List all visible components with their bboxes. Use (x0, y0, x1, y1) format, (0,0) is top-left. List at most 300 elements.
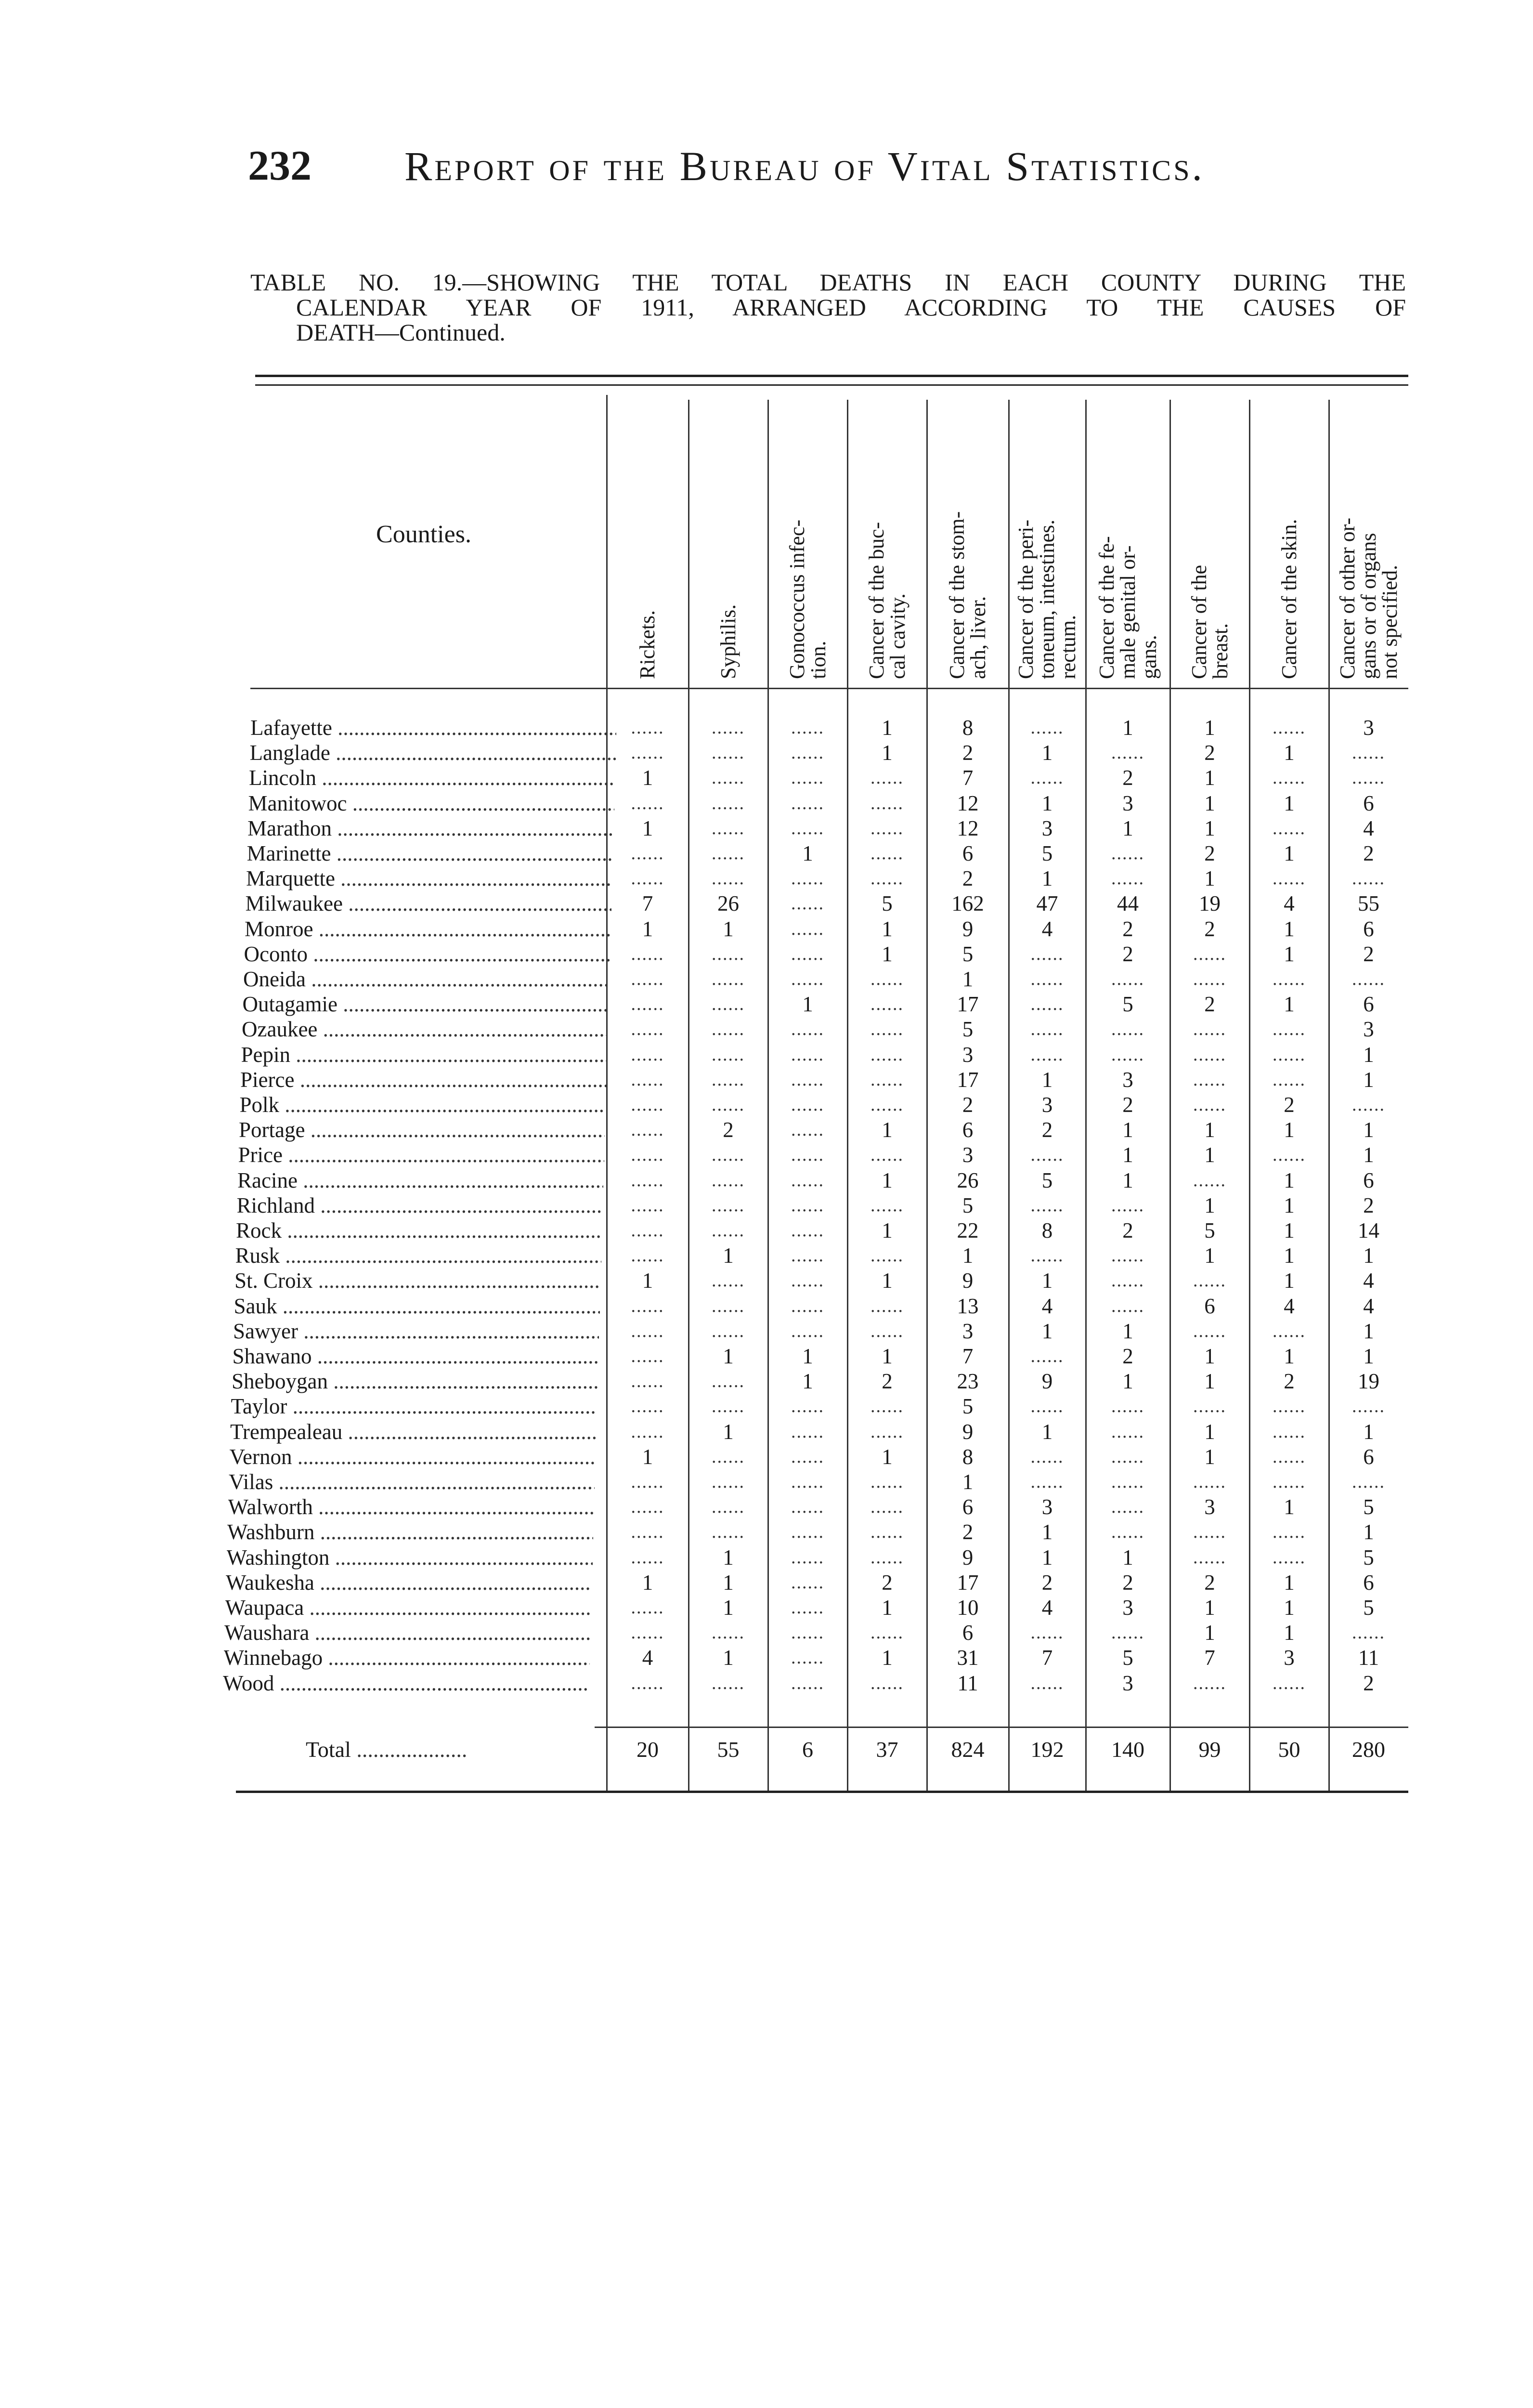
table-cell: ...... (791, 918, 824, 939)
table-row (0, 1620, 1533, 1645)
table-cell: 9 (1041, 1369, 1053, 1394)
table-cell: 1 (882, 741, 893, 765)
table-row (0, 891, 1533, 916)
column-header: Cancer of the stom- ach, liver. (945, 511, 990, 679)
table-cell: ...... (1352, 1396, 1385, 1417)
table-cell: 1 (1284, 1596, 1295, 1620)
table-cell: ...... (870, 1195, 904, 1216)
table-cell: ...... (1352, 768, 1385, 788)
table-cell: ...... (1352, 1623, 1385, 1643)
total-cell: 99 (1198, 1737, 1221, 1762)
table-cell: ...... (1030, 718, 1064, 738)
table-cell: 1 (1284, 942, 1295, 966)
county-name: Washburn ..... (227, 1519, 593, 1544)
column-header: Gonococcus infec- tion. (785, 519, 830, 679)
table-cell: ...... (870, 1547, 904, 1568)
table-cell: 1 (962, 1243, 974, 1268)
table-cell: 1 (1284, 1495, 1295, 1519)
table-cell: ...... (1273, 1044, 1306, 1065)
table-cell: ...... (712, 1472, 745, 1492)
county-name: Waushara ..... (224, 1620, 590, 1645)
table-cell: ...... (712, 994, 745, 1015)
table-bottom-rule (236, 1791, 1408, 1793)
table-cell: 1 (1041, 866, 1053, 891)
table-row (0, 1193, 1533, 1218)
table-cell: 1 (1284, 1243, 1295, 1268)
table-cell: ...... (870, 1396, 904, 1417)
column-header: Cancer of the skin. (1277, 519, 1301, 679)
table-row (0, 740, 1533, 765)
table-row (0, 816, 1533, 841)
table-cell: ...... (1273, 1321, 1306, 1341)
county-name: Vilas ..... (229, 1469, 595, 1494)
table-cell: ...... (631, 1371, 664, 1392)
table-cell: 8 (1041, 1218, 1053, 1243)
county-name: Marathon ..... (247, 816, 613, 841)
table-cell: ...... (870, 1421, 904, 1442)
table-row (0, 841, 1533, 866)
table-row (0, 866, 1533, 891)
table-cell: 2 (1122, 942, 1133, 966)
report-title: Report of the Bureau of Vital Statistics. (404, 143, 1205, 189)
table-cell: 2 (1363, 1671, 1374, 1695)
county-name: Manitowoc ..... (248, 791, 614, 816)
table-cell: 1 (1284, 1344, 1295, 1368)
table-cell: ...... (1030, 1145, 1064, 1165)
table-cell: ...... (1111, 1019, 1144, 1040)
table-cell: 5 (962, 1193, 974, 1217)
table-cell: ...... (870, 793, 904, 813)
table-cell: ...... (1111, 969, 1144, 989)
total-cell: 824 (951, 1737, 985, 1762)
table-row (0, 1017, 1533, 1042)
table-cell: 3 (962, 1042, 974, 1067)
running-head (0, 137, 1533, 200)
caption-line-3: DEATH—Continued. (296, 319, 506, 346)
table-row (0, 1469, 1533, 1494)
table-cell: ...... (870, 1522, 904, 1543)
table-cell: ...... (712, 1673, 745, 1693)
table-cell: ...... (791, 1296, 824, 1316)
table-cell: ...... (1273, 1547, 1306, 1568)
table-cell: 2 (1284, 1369, 1295, 1394)
table-cell: ...... (1111, 1396, 1144, 1417)
county-name: Sheboygan ..... (232, 1369, 598, 1394)
table-cell: 19 (1199, 891, 1221, 916)
table-row (0, 916, 1533, 942)
table-cell: 3 (1363, 1017, 1374, 1042)
table-row (0, 967, 1533, 992)
table-cell: 5 (1363, 1545, 1374, 1570)
table-cell: 3 (1363, 716, 1374, 740)
table-row (0, 942, 1533, 967)
table-cell: ...... (1193, 1547, 1226, 1568)
table-cell: ...... (1273, 1069, 1306, 1090)
table-cell: ...... (631, 1497, 664, 1518)
table-cell: ...... (712, 1396, 745, 1417)
table-cell: ...... (870, 1472, 904, 1492)
table-cell: ...... (791, 818, 824, 838)
table-cell: ...... (1111, 868, 1144, 889)
table-cell: ...... (791, 793, 824, 813)
table-cell: ...... (712, 1019, 745, 1040)
county-name: Sawyer ..... (233, 1319, 599, 1344)
table-cell: 4 (1284, 891, 1295, 916)
table-cell: 1 (1204, 1596, 1215, 1620)
table-cell: 10 (957, 1596, 979, 1620)
table-cell: 2 (1122, 916, 1133, 941)
table-cell: ...... (1193, 1522, 1226, 1543)
table-row (0, 715, 1533, 740)
table-cell: ...... (1193, 943, 1226, 964)
table-cell: 11 (957, 1671, 978, 1695)
table-row (0, 1519, 1533, 1544)
table-cell: ...... (1030, 969, 1064, 989)
table-cell: 1 (1284, 1570, 1295, 1595)
county-name: Marinette ..... (247, 841, 613, 866)
table-row (0, 1671, 1533, 1696)
table-cell: ...... (1030, 768, 1064, 788)
table-cell: ...... (791, 893, 824, 914)
table-cell: ...... (1193, 1069, 1226, 1090)
table-cell: 9 (962, 1419, 974, 1444)
table-cell: ...... (870, 1019, 904, 1040)
table-cell: 1 (1204, 1419, 1215, 1444)
table-cell: 5 (1122, 1646, 1133, 1670)
table-row (0, 1243, 1533, 1268)
table-cell: 5 (1122, 992, 1133, 1017)
table-row (0, 1142, 1533, 1167)
table-cell: ...... (631, 1245, 664, 1266)
table-cell: 1 (1122, 1143, 1133, 1167)
table-row (0, 1394, 1533, 1419)
county-name: Monroe ..... (245, 916, 611, 942)
table-cell: ...... (631, 1095, 664, 1115)
table-cell: 5 (962, 942, 974, 966)
table-cell: ...... (1273, 1421, 1306, 1442)
table-cell: ...... (712, 1145, 745, 1165)
table-cell: 1 (882, 1218, 893, 1243)
table-cell: 1 (1041, 1545, 1053, 1570)
table-cell: 1 (882, 1118, 893, 1142)
table-cell: 1 (1363, 1344, 1374, 1368)
table-row (0, 1168, 1533, 1193)
table-cell: ...... (631, 1623, 664, 1643)
table-cell: 47 (1036, 891, 1058, 916)
table-cell: ...... (631, 1396, 664, 1417)
table-cell: 1 (723, 1570, 734, 1595)
table-cell: ...... (631, 1120, 664, 1140)
table-row (0, 1545, 1533, 1570)
table-cell: 1 (1284, 1193, 1295, 1217)
table-cell: 26 (957, 1168, 979, 1192)
table-cell: ...... (1352, 1095, 1385, 1115)
table-cell: 7 (962, 1344, 974, 1368)
table-cell: ...... (870, 843, 904, 864)
table-cell: 1 (1284, 841, 1295, 865)
table-cell: 31 (957, 1646, 979, 1670)
table-cell: 1 (882, 716, 893, 740)
table-cell: ...... (1030, 1019, 1064, 1040)
table-cell: 1 (642, 1444, 653, 1469)
table-cell: 1 (1363, 1319, 1374, 1343)
table-cell: ...... (870, 1673, 904, 1693)
table-cell: 2 (962, 1520, 974, 1544)
table-cell: ...... (1111, 1245, 1144, 1266)
county-name: Marquette ..... (246, 866, 612, 891)
table-cell: ...... (791, 1396, 824, 1417)
table-cell: 14 (1358, 1218, 1379, 1243)
table-cell: ...... (791, 943, 824, 964)
table-cell: 3 (1204, 1495, 1215, 1519)
county-name: Lafayette ..... (250, 715, 616, 740)
total-top-rule (595, 1727, 1408, 1728)
table-cell: ...... (791, 1044, 824, 1065)
table-cell: 2 (1204, 841, 1215, 865)
table-cell: 1 (1204, 1344, 1215, 1368)
table-cell: ...... (791, 743, 824, 763)
table-cell: 4 (1363, 1294, 1374, 1318)
table-row (0, 1268, 1533, 1293)
table-row (0, 765, 1533, 790)
table-cell: ...... (712, 1170, 745, 1191)
table-cell: ...... (1273, 969, 1306, 989)
table-cell: 3 (1122, 1067, 1133, 1092)
table-caption (250, 270, 1406, 345)
table-cell: ...... (791, 1446, 824, 1467)
table-cell: ...... (1111, 1497, 1144, 1518)
table-cell: 23 (957, 1369, 979, 1394)
table-cell: ...... (791, 1095, 824, 1115)
table-cell: ...... (791, 1120, 824, 1140)
table-cell: 4 (1363, 1269, 1374, 1293)
table-cell: 2 (1363, 841, 1374, 865)
county-name: Shawano ..... (233, 1344, 598, 1369)
table-cell: 1 (1363, 1419, 1374, 1444)
table-cell: ...... (791, 1673, 824, 1693)
table-cell: ...... (791, 1572, 824, 1593)
table-cell: 1 (1122, 1168, 1133, 1192)
table-cell: 2 (882, 1369, 893, 1394)
table-row (0, 1570, 1533, 1595)
table-cell: ...... (712, 1321, 745, 1341)
table-cell: 2 (882, 1570, 893, 1595)
table-cell: 1 (1284, 1269, 1295, 1293)
table-cell: ...... (631, 969, 664, 989)
table-cell: 7 (1041, 1646, 1053, 1670)
table-cell: ...... (712, 1497, 745, 1518)
county-name: Portage ..... (239, 1117, 605, 1142)
table-cell: ...... (712, 868, 745, 889)
table-cell: ...... (791, 1145, 824, 1165)
table-cell: ...... (791, 1245, 824, 1266)
table-cell: ...... (712, 1371, 745, 1392)
table-cell: ...... (870, 1623, 904, 1643)
table-cell: ...... (1273, 1019, 1306, 1040)
table-cell: ...... (712, 1195, 745, 1216)
table-cell: 1 (1041, 1520, 1053, 1544)
table-cell: 1 (723, 1646, 734, 1670)
table-cell: 1 (802, 841, 813, 865)
table-cell: 6 (1363, 1168, 1374, 1192)
table-cell: ...... (712, 718, 745, 738)
table-cell: 5 (882, 891, 893, 916)
table-cell: ...... (631, 1145, 664, 1165)
column-header: Syphilis. (716, 604, 740, 679)
table-cell: 13 (957, 1294, 979, 1318)
table-cell: ...... (791, 969, 824, 989)
table-cell: ...... (791, 1522, 824, 1543)
table-cell: 5 (1041, 841, 1053, 865)
table-cell: ...... (870, 1245, 904, 1266)
table-cell: ...... (791, 1597, 824, 1618)
table-cell: ...... (791, 1170, 824, 1191)
table-cell: 5 (962, 1394, 974, 1419)
table-cell: 1 (1204, 1193, 1215, 1217)
county-name: Oneida ..... (243, 967, 609, 992)
table-cell: 1 (1363, 1243, 1374, 1268)
table-cell: 1 (642, 916, 653, 941)
table-cell: 1 (1284, 1621, 1295, 1645)
table-cell: 1 (1284, 916, 1295, 941)
table-cell: 22 (957, 1218, 979, 1243)
table-cell: ...... (870, 768, 904, 788)
table-cell: 6 (1363, 992, 1374, 1017)
table-cell: 4 (1041, 1596, 1053, 1620)
table-cell: 1 (1122, 1369, 1133, 1394)
county-name: Winnebago ..... (224, 1645, 590, 1670)
table-cell: ...... (1111, 1195, 1144, 1216)
column-header: Cancer of the fe- male genital or- gans. (1094, 536, 1161, 679)
table-cell: ...... (1193, 969, 1226, 989)
total-cell: 20 (637, 1737, 659, 1762)
table-cell: ...... (631, 1472, 664, 1492)
table-cell: 1 (1041, 1269, 1053, 1293)
table-cell: 1 (1204, 1621, 1215, 1645)
total-cell: 192 (1030, 1737, 1064, 1762)
table-cell: 3 (1041, 1495, 1053, 1519)
table-cell: 1 (1284, 1118, 1295, 1142)
county-name: Vernon ..... (230, 1444, 596, 1469)
table-cell: 2 (1363, 942, 1374, 966)
table-cell: 4 (1041, 916, 1053, 941)
table-row (0, 1294, 1533, 1319)
table-cell: ...... (1111, 1623, 1144, 1643)
table-cell: 3 (1122, 791, 1133, 815)
table-row (0, 1319, 1533, 1344)
table-cell: 6 (962, 1495, 974, 1519)
table-cell: 2 (1284, 1093, 1295, 1117)
table-cell: 2 (1122, 766, 1133, 790)
table-cell: 3 (1284, 1646, 1295, 1670)
table-cell: 7 (1204, 1646, 1215, 1670)
table-cell: 1 (1204, 866, 1215, 891)
table-row (0, 791, 1533, 816)
table-cell: 1 (1204, 791, 1215, 815)
table-cell: 2 (1204, 741, 1215, 765)
county-name: Lincoln ..... (249, 765, 615, 790)
table-cell: 1 (882, 1646, 893, 1670)
table-cell: 2 (1204, 916, 1215, 941)
table-cell: ...... (870, 818, 904, 838)
table-cell: 1 (1122, 816, 1133, 840)
table-cell: 1 (723, 1545, 734, 1570)
table-cell: 1 (802, 992, 813, 1017)
table-cell: ...... (1193, 1396, 1226, 1417)
column-header: Cancer of the buc- cal cavity. (864, 522, 909, 679)
table-cell: ...... (712, 1069, 745, 1090)
table-cell: ...... (1193, 1044, 1226, 1065)
table-cell: 1 (723, 916, 734, 941)
table-cell: 1 (1122, 716, 1133, 740)
table-cell: ...... (1193, 1270, 1226, 1291)
stub-header: Counties. (376, 521, 471, 548)
county-name: Rock ..... (236, 1218, 602, 1243)
table-cell: ...... (791, 718, 824, 738)
table-cell: 1 (962, 1470, 974, 1494)
table-cell: 1 (1363, 1067, 1374, 1092)
county-name: Washington ..... (227, 1545, 593, 1570)
county-name: Pierce ..... (240, 1067, 606, 1092)
table-cell: ...... (631, 1346, 664, 1366)
table-cell: 17 (957, 992, 979, 1017)
table-cell: ...... (631, 994, 664, 1015)
table-cell: 2 (1363, 1193, 1374, 1217)
table-cell: 1 (962, 967, 974, 991)
table-row (0, 1067, 1533, 1092)
table-cell: ...... (1030, 1245, 1064, 1266)
table-cell: ...... (1111, 1270, 1144, 1291)
table-cell: 12 (957, 791, 979, 815)
table-cell: ...... (1193, 1673, 1226, 1693)
table-cell: ...... (1030, 1195, 1064, 1216)
table-cell: ...... (1273, 768, 1306, 788)
table-cell: 44 (1117, 891, 1139, 916)
table-cell: 1 (882, 942, 893, 966)
table-cell: ...... (1273, 1396, 1306, 1417)
table-cell: 2 (1204, 992, 1215, 1017)
table-cell: 1 (1204, 1444, 1215, 1469)
table-cell: ...... (1030, 1623, 1064, 1643)
table-cell: ...... (1352, 969, 1385, 989)
table-cell: ...... (1273, 1472, 1306, 1492)
table-cell: 1 (882, 1168, 893, 1192)
table-cell: 1 (723, 1344, 734, 1368)
county-name: Trempealeau ..... (230, 1419, 596, 1444)
county-name: Polk ..... (240, 1092, 606, 1117)
table-top-rule (255, 375, 1408, 377)
table-cell: 1 (1204, 1369, 1215, 1394)
table-cell: 17 (957, 1067, 979, 1092)
column-header: Cancer of the peri- toneum, intestines. rectum. (1014, 519, 1080, 679)
table-cell: ...... (1111, 1421, 1144, 1442)
table-cell: ...... (1273, 718, 1306, 738)
county-name: Wood ..... (223, 1671, 589, 1696)
table-cell: 1 (882, 916, 893, 941)
table-cell: 2 (1204, 1570, 1215, 1595)
table-cell: ...... (1193, 1472, 1226, 1492)
county-name: Waukesha ..... (226, 1570, 592, 1595)
table-cell: 5 (1363, 1596, 1374, 1620)
table-cell: ...... (791, 868, 824, 889)
table-cell: 1 (882, 1344, 893, 1368)
county-name: Outagamie ..... (243, 992, 609, 1017)
table-row (0, 1117, 1533, 1142)
table-cell: 4 (1041, 1294, 1053, 1318)
column-header: Rickets. (636, 610, 659, 679)
table-cell: ...... (791, 1648, 824, 1668)
table-cell: 1 (1041, 1319, 1053, 1343)
